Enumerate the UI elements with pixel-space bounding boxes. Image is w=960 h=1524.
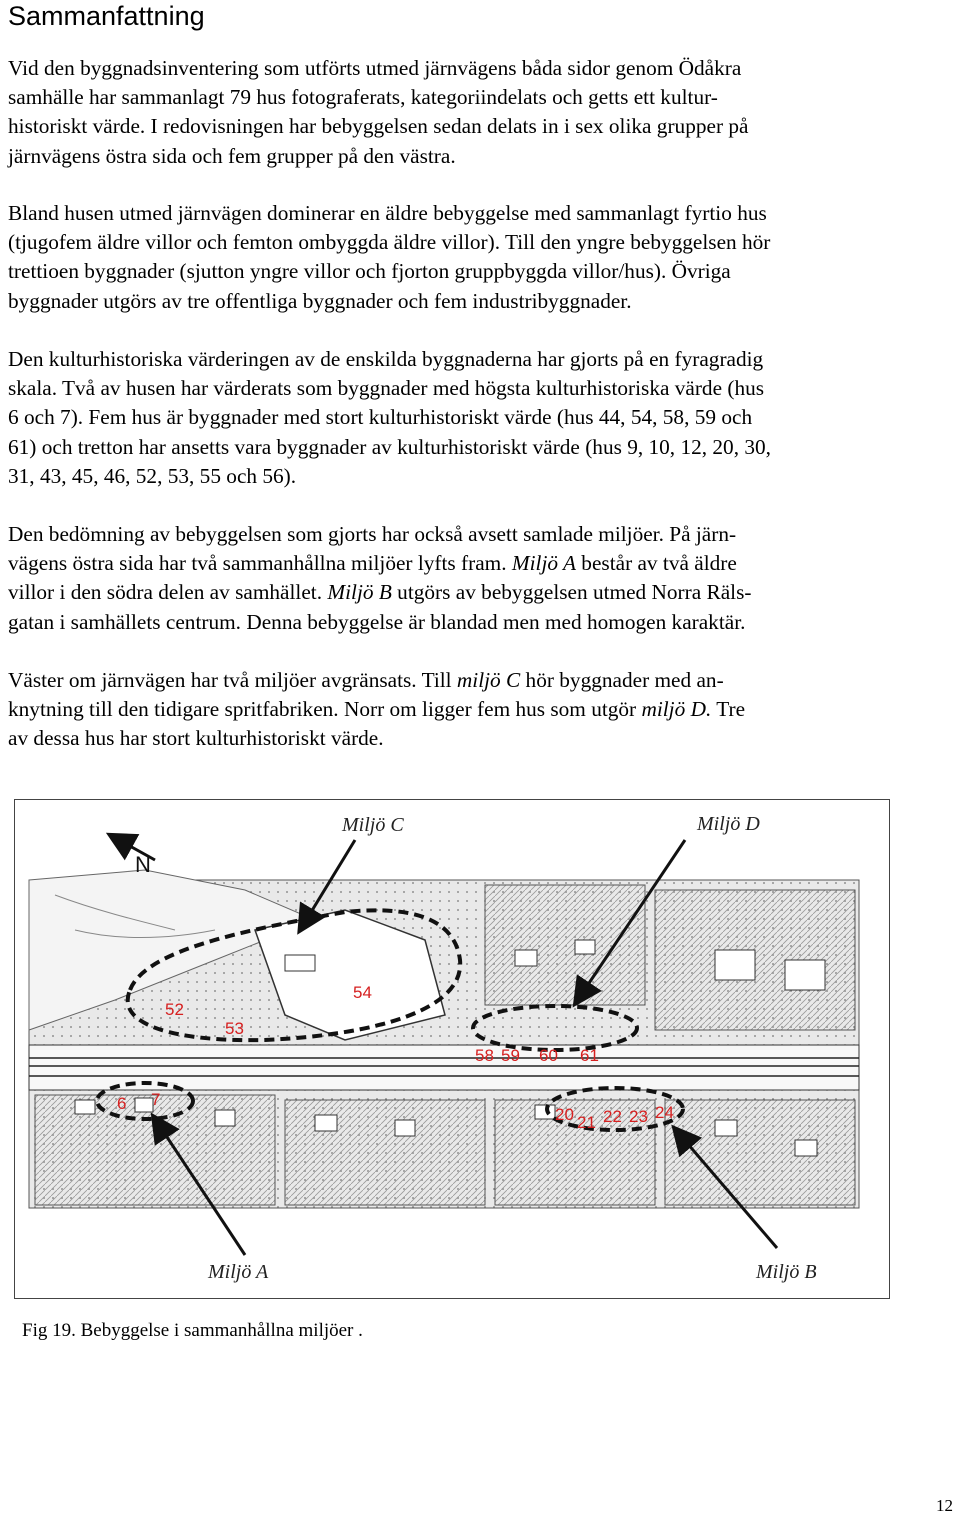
house-number: 52 xyxy=(165,1000,184,1019)
text-line xyxy=(8,666,938,695)
label-miljo-c: Miljö C xyxy=(342,814,404,836)
text-line: byggnader utgörs av tre offentliga byggnader och fem industribyggnader. xyxy=(8,288,632,313)
text-line xyxy=(8,549,938,578)
text-line: av dessa hus har stort kulturhistoriskt värde. xyxy=(8,726,384,751)
page-title: Sammanfattning xyxy=(8,1,205,31)
map-figure xyxy=(14,799,890,1299)
text-line: trettioen byggnader (sjutton yngre villor och fjorton gruppbyggda villor/hus). Övriga xyxy=(8,259,731,284)
text-line: skala. Två av husen har värderats som byggnader med högsta kulturhistoriska värde (hus xyxy=(8,376,765,401)
text-run: knytning till den tidigare spritfabriken. Norr om ligger fem hus som utgör xyxy=(8,697,642,722)
text-run: villor i den södra delen av samhället. xyxy=(8,580,328,605)
italic-term: miljö C xyxy=(456,668,521,692)
text-run: hör byggnader med an- xyxy=(520,668,724,692)
text-line: (tjugofem äldre villor och femton ombyggda äldre villor). Till den yngre bebyggelsen hör xyxy=(8,230,771,255)
text-line: gatan i samhällets centrum. Denna bebyggelse är blandad men med homogen karaktär. xyxy=(8,609,746,634)
text-run: består av två äldre xyxy=(575,551,737,576)
paragraph-1 xyxy=(8,54,938,171)
house-number: 22 xyxy=(603,1107,622,1126)
text-line: Den bedömning av bebyggelsen som gjorts har också avsett samlade miljöer. På järn- xyxy=(8,522,737,546)
map-base xyxy=(29,870,859,1208)
label-miljo-b: Miljö B xyxy=(756,1261,817,1283)
text-run: Tre xyxy=(711,697,746,722)
house-number: 21 xyxy=(577,1113,596,1132)
label-miljo-a: Miljö A xyxy=(208,1261,269,1283)
text-line: Den kulturhistoriska värderingen av de enskilda byggnaderna har gjorts på en fyragradig xyxy=(8,347,764,371)
text-line: 31, 43, 45, 46, 52, 53, 55 och 56). xyxy=(8,463,297,488)
house-number: 54 xyxy=(353,983,372,1002)
text-line: historiskt värde. I redovisningen har bebyggelsen sedan delats in i sex olika grupper på xyxy=(8,114,749,139)
figure-caption: Fig 19. Bebyggelse i sammanhållna miljöer . xyxy=(22,1320,363,1341)
label-miljo-d: Miljö D xyxy=(697,813,760,835)
paragraph-2 xyxy=(8,199,938,316)
text-line: 61) och tretton har ansetts vara byggnader av kulturhistoriskt värde (hus 9, 10, 12, 20, 30, xyxy=(8,434,771,459)
house-number: 58 xyxy=(475,1046,494,1065)
house-number: 53 xyxy=(225,1019,244,1038)
italic-term: Miljö A xyxy=(511,551,576,576)
text-line: järnvägens östra sida och fem grupper på den västra. xyxy=(8,143,456,168)
paragraph-3 xyxy=(8,345,938,491)
paragraph-4 xyxy=(8,520,938,637)
text-line: samhälle har sammanlagt 79 hus fotograferats, kategoriindelats och getts ett kultur- xyxy=(8,85,718,110)
text-line: 6 och 7). Fem hus är byggnader med stort kulturhistoriskt värde (hus 44, 54, 58, 59 och xyxy=(8,405,753,430)
italic-term: Miljö B xyxy=(327,580,392,605)
text-line: Bland husen utmed järnvägen dominerar en äldre bebyggelse med sammanlagt fyrtio hus xyxy=(8,201,767,225)
map-svg xyxy=(15,800,889,1298)
paragraph-5 xyxy=(8,666,938,754)
italic-term: miljö D. xyxy=(641,697,712,722)
house-number: 60 xyxy=(539,1046,558,1065)
north-label: N xyxy=(135,852,151,877)
house-number: 23 xyxy=(629,1107,648,1126)
text-line xyxy=(8,578,938,607)
house-number: 24 xyxy=(655,1103,674,1122)
house-number: 6 xyxy=(117,1094,127,1113)
house-number: 59 xyxy=(501,1046,520,1065)
text-line: Vid den byggnadsinventering som utförts utmed järnvägens båda sidor genom Ödåkra xyxy=(8,56,742,80)
page-number: 12 xyxy=(936,1496,953,1515)
text-run: vägens östra sida har två sammanhållna miljöer lyfts fram. xyxy=(8,551,512,576)
house-number: 7 xyxy=(151,1090,161,1109)
text-run: Väster om järnvägen har två miljöer avgränsats. Till xyxy=(8,668,457,692)
house-number: 20 xyxy=(555,1105,574,1124)
house-number: 61 xyxy=(580,1046,599,1065)
text-line xyxy=(8,695,938,724)
text-run: utgörs av bebyggelsen utmed Norra Räls- xyxy=(391,580,752,605)
